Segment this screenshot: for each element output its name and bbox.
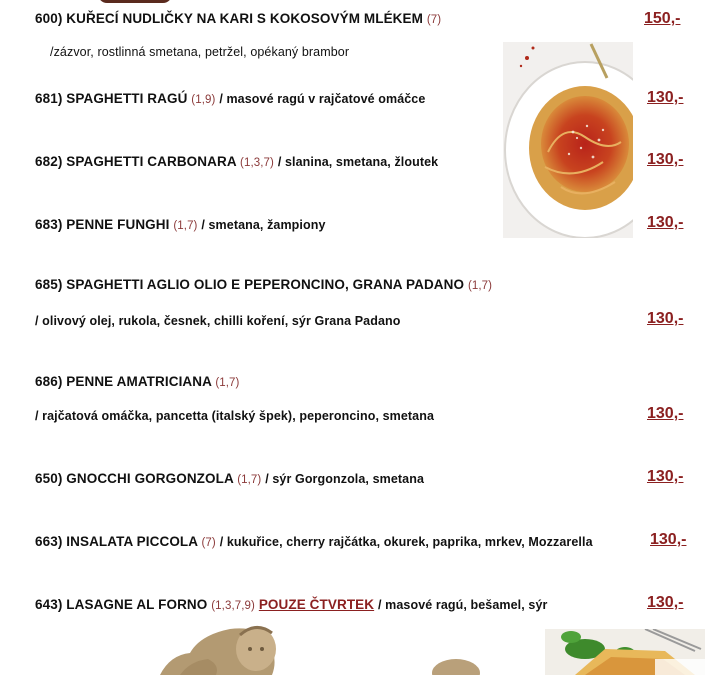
item-allergens: (1,7) [215, 377, 240, 389]
item-name: 663) INSALATA PICCOLA [35, 534, 198, 549]
item-price: 130,- [647, 151, 684, 168]
item-price: 130,- [647, 214, 684, 231]
item-allergens: (1,9) [191, 94, 216, 106]
item-description: / kukuřice, cherry rajčátka, okurek, paprika, mrkev, Mozzarella [219, 535, 593, 549]
item-note: POUZE ČTVRTEK [258, 597, 375, 612]
menu-item-643 [35, 597, 547, 612]
item-price: 130,- [650, 531, 687, 548]
item-name: 685) SPAGHETTI AGLIO OLIO E PEPERONCINO, GRANA PADANO [35, 277, 465, 292]
menu-item-686 [35, 374, 239, 389]
item-allergens: (1,3,7,9) [211, 600, 255, 612]
menu-item-685 [35, 277, 492, 292]
item-name: 683) PENNE FUNGHI [35, 217, 170, 232]
item-description: / masové ragú v rajčatové omáčce [219, 92, 426, 106]
menu-item-600 [35, 11, 441, 26]
item-name: 643) LASAGNE AL FORNO [35, 597, 208, 612]
item-description: / slanina, smetana, žloutek [277, 155, 439, 169]
menu-item-663 [35, 534, 593, 549]
item-name: 650) GNOCCHI GORGONZOLA [35, 471, 234, 486]
cherub-illustration [428, 655, 488, 675]
item-price: 130,- [647, 310, 684, 327]
item-allergens: (1,7) [467, 280, 493, 292]
item-price: 130,- [647, 405, 684, 422]
item-description: / olivový olej, rukola, česnek, chilli koření, sýr Grana Padano [35, 314, 401, 328]
item-price: 130,- [647, 468, 684, 485]
item-allergens: (1,3,7) [240, 157, 274, 169]
item-description: /zázvor, rostlinná smetana, petržel, opékaný brambor [50, 45, 350, 59]
menu-item-650 [35, 471, 424, 486]
spaghetti-photo [503, 42, 633, 238]
item-name: 681) SPAGHETTI RAGÚ [35, 91, 188, 106]
item-allergens: (7) [426, 14, 442, 26]
item-allergens: (1,7) [237, 474, 262, 486]
item-description: / smetana, žampiony [201, 218, 326, 232]
top-ornament [98, 0, 172, 3]
menu-item-681 [35, 91, 425, 106]
cherub-illustration [160, 615, 310, 675]
item-name: 686) PENNE AMATRICIANA [35, 374, 212, 389]
menu-item-683 [35, 217, 326, 232]
item-price: 130,- [647, 89, 684, 106]
item-description: / rajčatová omáčka, pancetta (italský špek), peperoncino, smetana [35, 409, 435, 423]
item-name: 682) SPAGHETTI CARBONARA [35, 154, 237, 169]
item-allergens: (7) [201, 537, 216, 549]
item-allergens: (1,7) [173, 220, 198, 232]
item-price: 150,- [644, 10, 681, 27]
item-description: / sýr Gorgonzola, smetana [265, 472, 424, 486]
item-description: / masové ragú, bešamel, sýr [378, 598, 548, 612]
lasagne-photo [545, 629, 705, 675]
item-price: 130,- [647, 594, 684, 611]
item-name: 600) KUŘECÍ NUDLIČKY NA KARI S KOKOSOVÝM MLÉKEM [35, 11, 423, 26]
menu-item-682 [35, 154, 438, 169]
